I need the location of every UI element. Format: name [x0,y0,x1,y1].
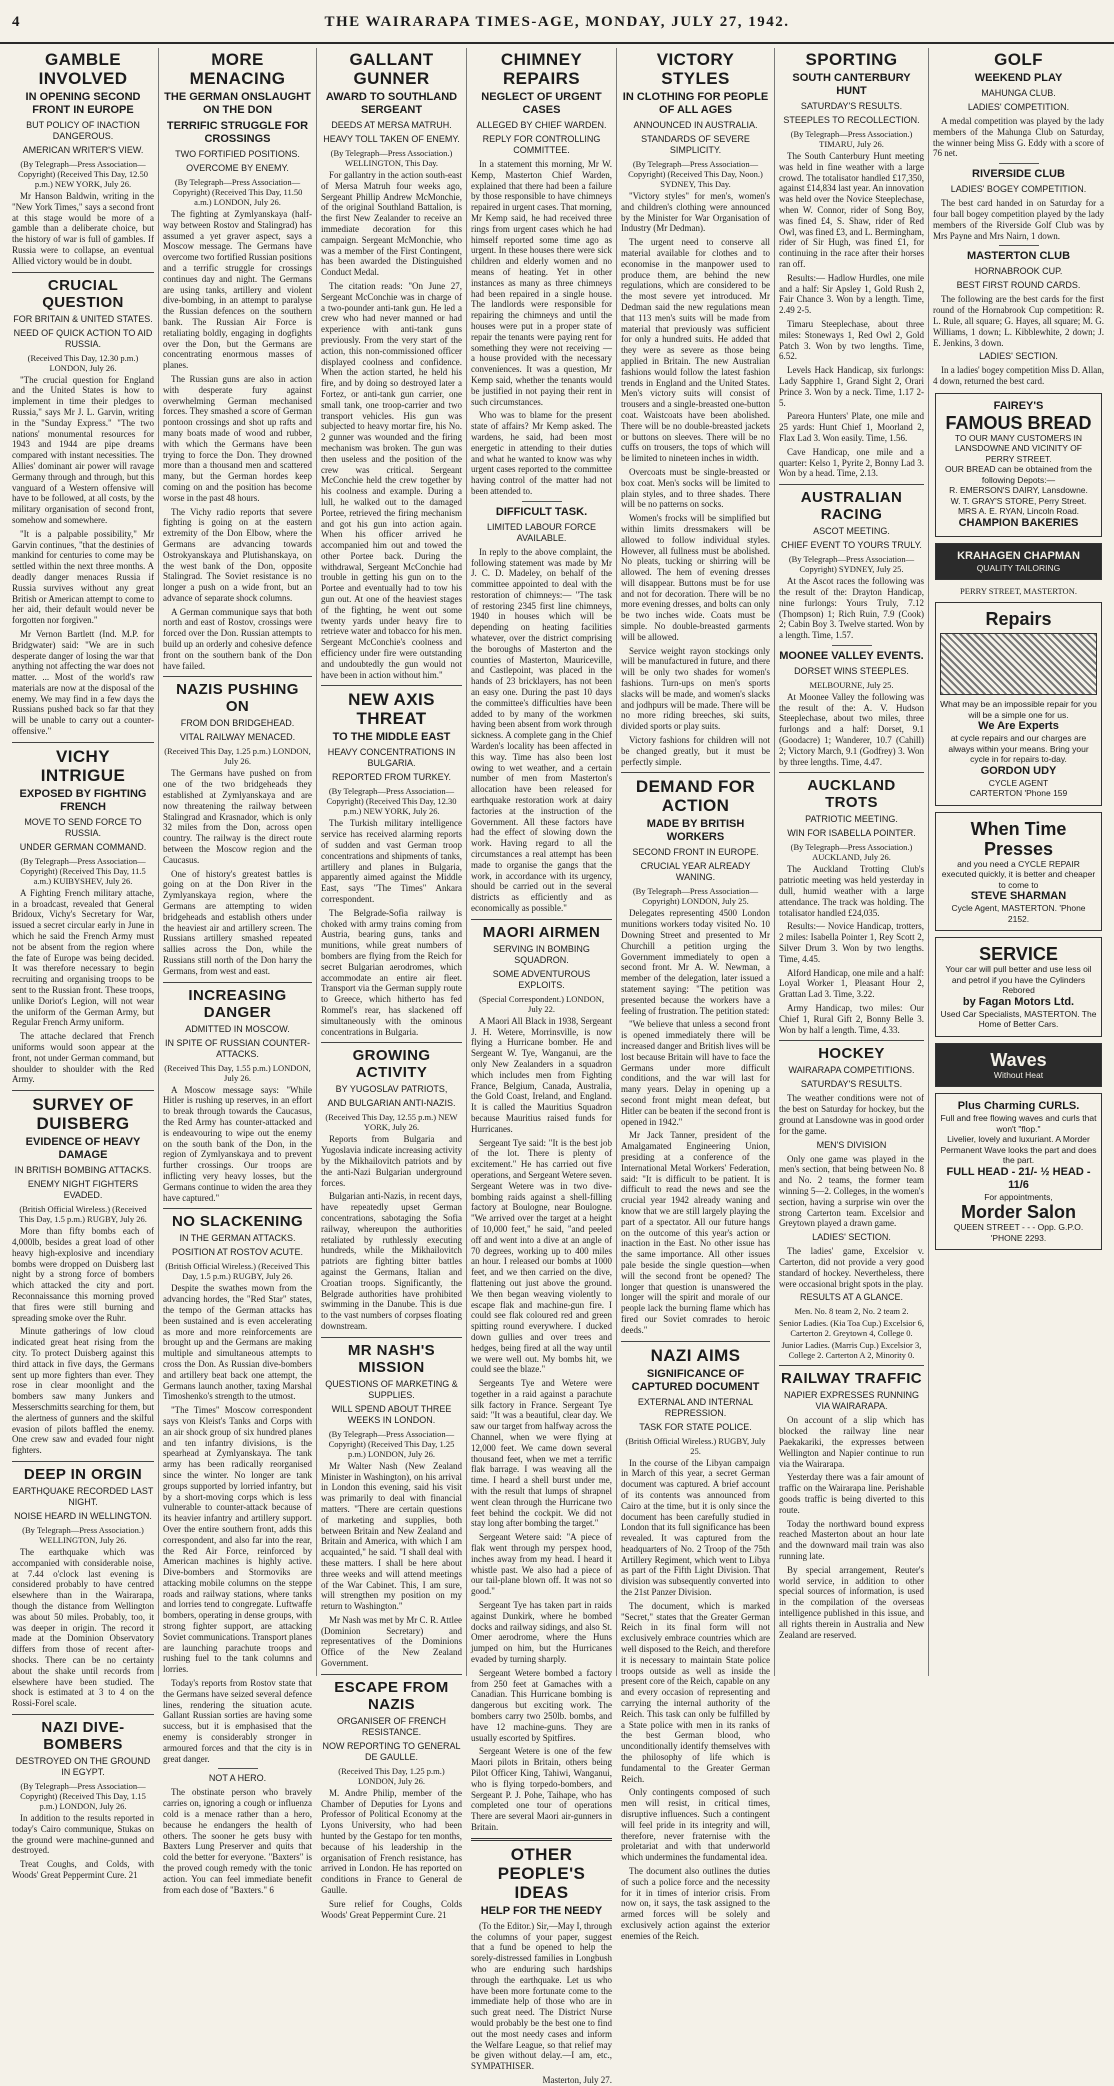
article-body: The Russian guns are also in action with desperate fury against overwhelming German mechanised forces. They smashed a score of German pontoon crossings and shot up rafts and many boats made of wood and rubber, with which the Germans have been trying to force the Don. They drowned more than a thousand men and scattered many, but the German hordes keep coming on and the position has become worse in the past 48 hours. [163,373,312,503]
subhead: RESULTS AT A GLANCE. [799,1292,904,1303]
ad-text: W. T. GRAY'S STORE, Perry Street. [950,495,1087,506]
subhead: IN THE GERMAN ATTACKS. [179,1233,296,1244]
article-body: "The Times" Moscow correspondent says von Kleist's Tanks and Corps with an air shock group of six hundred planes and ten infantry divisions, is the spearhead at Zymlyanskaya. The tank army has been radically reorganised since the winter. No longer are tank groups supported by lorried infantry, but by a short-moving corps which is less vulnerable to counter-attack because of its heavier infantry and artillery support. Over the entire southern front, adds this correspondent, and also far into the rear, the Red Air Force, reinforced by American machines is highly active. Dive-bombers and Stormoviks are attacking mobile columns on the steppe roads and railway stations, where tanks and lorries tend to congregate. Luftwaffe bombers, operating in dense groups, with strong fighter support, are attacking Soviet communications. Transport planes are launching parachute troops and rushing fuel to the tank columns and lorries. [163,1405,312,1675]
dateline: (British Official Wireless.) (Received This Day, 1.5 p.m.) RUGBY, July 26. [19,1204,147,1225]
dateline: (By Telegraph—Press Association—Copyright) (Received This Day, 1.25 p.m.) LONDON, July 26. [328,1428,455,1459]
ad-text: Your car will pull better and use less oil and petrol if you have the Cylinders Rebored [945,964,1092,996]
article-body: "The crucial question for England and the United States is how to implement in time their pledges to Russia," says Mr J. L. Garvin, writing in the "Sunday Express." "The two nations' monumental resources for 1943 and 1944 are pipe dreams compared with instant necessities. The Allies' dominant air power will ravage Germany through and through, but this vanguard of a Western offensive will have to be followed, at all costs, by the military organisation of second front, somehow and somewhere. [12,374,154,525]
headline: OTHER PEOPLE'S IDEAS [497,1844,586,1902]
article-body: In addition to the results reported in today's Cairo communique, Stukas on the ground were machine-gunned and destroyed. [12,1812,154,1856]
divider [218,1768,258,1769]
divider [321,1674,462,1675]
ad-text: at cycle repairs and our charges are always within your means. Bring your cycle in for repairs to-day. [948,733,1089,765]
subhead: BEST FIRST ROUND CARDS. [956,280,1081,291]
subhead: HORNABROOK CUP. [974,266,1063,277]
divider [621,1341,770,1342]
divider [321,685,462,686]
subhead: TASK FOR STATE POLICE. [639,1421,752,1432]
article-body: The obstinate person who bravely carries on, ignoring a cough or influenza cold is a menace rather than a hero, because he endangers the health of others. The sooner he gets busy with Baxters Lung Preserver and quits that cold the better for everyone. "Baxters" is the proved cough remedy with the tonic action. You can feel immediate benefit from each dose of "Baxters." 6 [163,1787,312,1895]
dateline: (By Telegraph—Press Association—Copyright) (Received This Day, 11.5 a.m.) KUIBYSHEV, July 26. [20,855,146,886]
divider [471,919,612,920]
article-body: Mr Jack Tanner, president of the Amalgamated Engineering Union, presiding at a conference of the International Metal Workers' Federation, said: "It is difficult to be patient. It is difficult to read the news and see the crucial year 1942 already waning and know that we are still largely playing the part of a spectator. All our future hangs on the outcome of this year's action or inaction in the East. No other issue has the same importance. All other issues pale beside the single question—when will the second front be opened? The longer that question is unanswered the longer will the spirit and morale of our people lack the burning flame which has fired our Soviet comrades to heroic deeds." [621,1130,770,1335]
article-body: The Auckland Trotting Club's patriotic meeting was held yesterday in dull, humid weather with a large attendance. The track was holding. The totalisator handled £24,035. [779,864,924,918]
subhead: ASCOT MEETING. [813,526,890,537]
headline: ESCAPE FROM NAZIS [334,1678,449,1713]
ad-text: R. EMERSON'S DAIRY, Lansdowne. [949,485,1088,496]
letter-signature: Masterton, July 27. [542,2074,612,2085]
ad-text: CARTERTON 'Phone 159 [969,788,1068,799]
subhead: SATURDAY'S RESULTS. [800,1079,903,1090]
headline: NAZIS PUSHING ON [176,681,299,716]
ad-brand: by Fagan Motors Ltd. [962,995,1075,1008]
ad-address: QUEEN STREET - - - Opp. G.P.O. 'PHONE 2293. [953,1222,1084,1243]
ad-brand: Morder Salon [960,1202,1076,1223]
subhead: MOONEE VALLEY EVENTS. [779,649,924,662]
article-body: More than fifty bombs each of 4,000lb, besides a great load of other heavy high-explosive and incendiary bombs were dropped on Duisberg last night by a strong force of bombers which attacked the city and port. Reconnaissance this morning proved that fires were still burning and spreading smoke over the Ruhr. [12,1226,154,1323]
headline: RAILWAY TRAFFIC [780,1370,922,1388]
subhead: LADIES' SECTION. [979,351,1058,362]
ad-title: Repairs [985,609,1052,630]
dateline: (British Official Wireless.) (Received This Day, 1.5 p.m.) RUGBY, July 26. [165,1261,310,1282]
subhead: PATRIOTIC MEETING. [805,814,898,825]
article-body: Sergeant Wetere bombed a factory from 250 feet at Gamaches with a Canadian. This Hurricane bombing is dangerous but exciting work. The bombers carry two 250lb. bombs, and have 12 machine-guns. They are usually escorted by Spitfires. [471,1667,612,1743]
subhead: TERRIFIC STRUGGLE FOR CROSSINGS [166,120,309,145]
article-body: Sergeant Tye said: "It is the best job of the lot. There is plenty of excitement." He has carried out five operations, and Sergeant Wetere seven. Sergeant Wetere was in two dive-bombing raids against a shell-filling factory at Boulogne, near Boulogne. "We arrived over the target at a height of 10,000 feet," he said, "and peeled off and went into a dive at an angle of 70 degrees, working up to 400 miles an hour. I released our bombs at 1000 feet, and we then carried on the dive, flattening out just above the ground. We then began weaving violently to escape flak and machine-gun fire. I could see flak coloured red and green spitting round everywhere. I ducked down gullies and over trees and hedges, being fired at all the way until we were well out. My bombs hit, we could see the blaze." [471,1137,612,1375]
subhead: SIGNIFICANCE OF CAPTURED DOCUMENT [631,1367,760,1393]
dateline: (By Telegraph—Press Association—Copyright) SYDNEY, July 25. [788,554,915,575]
subhead: MEN'S DIVISION [816,1139,887,1150]
dateline: (By Telegraph—Press Association—Copyright) (Received This Day, 12.50 p.m.) NEW YORK, July 26. [17,159,149,189]
subhead: THE GERMAN ONSLAUGHT ON THE DON [164,91,311,116]
article-body: The Turkish military intelligence service has received alarming reports of sudden and vast German troop concentrations and shipments of tanks, artillery and planes in Bulgaria, apparently aimed against the Middle East, says "The Times" Ankara correspondent. [321,818,462,905]
dateline: (By Telegraph—Press Association—Copyright) LONDON, July 25. [632,886,759,907]
article-body: Women's frocks will be simplified but within limits dressmakers will be allowed to follow individual styles. However, all fullness must be abolished. No pleats, tucking or shirring will be allowed. The hem of evening dresses will disappear. Buttons must be for use and not for decoration. There will be no more evening dresses, and bolts can only be two inches wide. Coats must be simple. No double-breasted garments will be allowed. [621,513,770,642]
divider [321,1042,462,1043]
article-body: Pareora Hunters' Plate, one mile and 25 yards: Hunt Chief 1, Moorland 2, Flax Lad 3. Won easily. Time, 1.56. [779,411,924,443]
subhead: WEEKEND PLAY [974,72,1063,84]
dateline: (Special Correspondent.) LONDON, July 22. [478,993,605,1014]
divider [12,742,154,743]
subhead: ADMITTED IN MOSCOW. [185,1023,290,1034]
article-body: A Moscow message says: "While Hitler is rushing up reserves, in an effort to break through towards the Caucasus, the Red Army has counter-attacked and is endeavouring to wipe out the enemy on the south bank of the Don, in the region of Zymlyanskaya and to prevent further crossings. Our troops are inflicting very heavy losses, but the Germans continue to widen the area they have captured." [163,1084,312,1203]
subhead: IN CLOTHING FOR PEOPLE OF ALL AGES [622,91,769,116]
subhead: EARTHQUAKE RECORDED LAST NIGHT. [12,1485,154,1507]
headline: AUSTRALIAN RACING [800,489,903,524]
column-1 [8,48,158,1880]
article-body: Sergeants Tye and Wetere were together in a raid against a parachute silk factory in France. Sergeant Tye said: "It was a beautiful, clear day. We saw our target from halfway across the Channel, when we were flying at 12,000 feet. We came down several thousand feet, when we met a terrific flak barrage. I was weaving all the time. I heard a shell burst under me, with the result that lumps of shrapnel went clean through the Hurricane two feet behind the cockpit. We did not stay long after bombing the target." [471,1378,612,1529]
headline: DEEP IN ORGIN [23,1465,143,1483]
headline: GALLANT GUNNER [349,50,434,88]
article-body: For gallantry in the action south-east of Mersa Matruh four weeks ago, Sergeant Phillip Andrew McMonchie, of the original Southland Battalion, is the first New Zealander to receive an immediate decoration for this campaign. Sergeant McMonchie, who was a member of the First Contingent, has been awarded the Distinguished Conduct Medal. [321,170,462,278]
headline: MAORI AIRMEN [482,923,601,941]
article-body: "We believe that unless a second front is opened immediately there will be increased danger and British lives will be lost because Britain will have to face the Germans under more difficult conditions, and the war will last for many years. Delay in opening up a second front might mean defeat, but Hitler can be beaten if the second front is opened in 1942." [621,1019,770,1127]
fairey-bread-ad [935,393,1102,537]
article-body: Yesterday there was a fair amount of traffic on the Wairarapa line. Perishable goods traffic is being diverted to this route. [779,1472,924,1515]
subhead: LADIES' BOGEY COMPETITION. [950,184,1087,195]
subhead: IN BRITISH BOMBING ATTACKS. [14,1165,152,1176]
ad-price: FULL HEAD - 21/- ½ HEAD - 11/6 [946,1165,1091,1191]
subhead: ANNOUNCED IN AUSTRALIA. [633,120,758,130]
article-body: A medal competition was played by the lady members of the Mahunga Club on Saturday, the winner being Miss G. Eddy with a score of 76 net. [933,116,1104,159]
subhead: FOR BRITAIN & UNITED STATES. [13,313,153,324]
subhead: NEED OF QUICK ACTION TO AID RUSSIA. [13,327,153,349]
article-body: The Belgrade-Sofia railway is choked with army trains coming from Austria, bearing guns, tanks and munitions, while great numbers of bombers are flying from the Reich for secret Bulgarian aerodromes, which accommodate an entire air fleet. Transport via the German supply route to Greece, which hitherto has fed Rommel's rear, has slackened off simultaneously with the ominous concentrations in Bulgaria. [321,907,462,1037]
subhead: TWO FORTIFIED POSITIONS. [175,149,300,159]
dateline: (Received This Day, 12.30 p.m.) LONDON, July 26. [27,352,139,373]
headline: MORE MENACING [189,50,286,88]
article-body: In a statement this morning, Mr W. Kemp, Masterton Chief Warden, explained that there had been a failure by those responsible to have chimneys repaired in urgent cases. That morning, Mr Kemp said, he had received three rings from urgent cases which he had himself reported some time ago as urgent. In these houses there were sick children and elderly women and no means of heating. Yet in other instances as many as three chimneys had been repaired in a single house. The landlords were responsible for repairing the chimneys and until the houses were put in a proper state of repair the tenants were paying rent for something they were not receiving — a house provided with the necessary conveniences. It was a question, Mr Kemp said, whether the tenants would be justified in not paying their rent in such circumstances. [471,159,612,407]
article-body: Despite the swathes mown from the advancing hordes, the "Red Star" states, the tempo of the German attacks has been sustained and is even accelerating as more and more reinforcements are brought up and the Germans are making multiple and simultaneous attempts to cross the Don. As Russian dive-bombers and artillery beat back one attempt, the Germans launch another, taxing Marshal Timoshenko's strength to the utmost. [163,1283,312,1402]
headline: HOCKEY [818,1045,885,1063]
subhead: DEEDS AT MERSA MATRUH. [331,120,452,130]
divider [12,1090,154,1091]
ad-text: OUR BREAD can be obtained from the following Depots:— [945,464,1092,485]
article-body: Sure relief for Coughs, Colds Woods' Great Peppermint Cure. 21 [321,1898,462,1920]
headline: CRUCIAL QUESTION [42,276,124,311]
cycle-repairs-ad [935,602,1102,806]
ad-text: Used Car Specialists, MASTERTON. The Home of Better Cars. [940,1008,1097,1030]
subhead: DIFFICULT TASK. [495,505,588,518]
ad-text: What may be an impossible repair for you will be a simple one for us. [940,699,1097,720]
result-line: Men. No. 8 team 2, No. 2 team 2. [794,1306,909,1317]
dateline: (Received This Day, 1.25 p.m.) LONDON, July 26. [338,1765,445,1786]
divider [999,245,1039,246]
ad-brand: KRAHAGEN CHAPMAN [957,549,1080,562]
article-body: (To the Editor.) Sir,—May I, through the columns of your paper, suggest that a fund be opened to help the sorely-distressed families in Longbush who are enduring such hardships through the earthquake. Let us who have been more fortunate come to the immediate help of those who are in such great need. The District Nurse would probably be the best one to find out the most needy cases and inform the Welfare League, so that relief may be given without delay.—I am, etc., SYMPATHISER. [471,1920,612,2072]
subhead: RIVERSIDE CLUB [972,168,1065,181]
subhead: EXTERNAL AND INTERNAL REPRESSION. [637,1396,754,1418]
article-body: A Maori All Black in 1938, Sergeant J. H. Wetere, Morrinsville, is now flying a Hurricane bomber. He and Sergeant W. Tye, Wanganui, are the only New Zealanders in a squadron which includes men from Fighting France, Belgium, Canada, Australia, the Gold Coast, Ireland, and England. It is called the Mauritius Squadron because Mauritius raised funds for Hurricanes. [471,1015,612,1134]
subhead: NOW REPORTING TO GENERAL DE GAULLE. [322,1740,461,1762]
motor-service-ad [935,937,1102,1037]
subhead: REPORTED FROM TURKEY. [331,772,452,783]
dateline: (By Telegraph—Press Association—Copyright) (Received This Day, 1.15 p.m.) LONDON, July 26. [20,1780,146,1811]
headline: GOLF [994,50,1043,69]
subhead: LADIES' COMPETITION. [967,102,1070,112]
divider [12,272,154,273]
dateline: (By Telegraph—Press Association—Copyright) (Received This Day, 12.30 p.m.) NEW YORK, July 26. [326,786,457,817]
divider [779,772,924,773]
subhead: SATURDAY'S RESULTS. [800,101,903,111]
ad-text: MRS A. E. RYAN, Lincoln Road. [957,506,1080,517]
ad-brand: FAIREY'S [993,399,1044,412]
article-body: The weather conditions were not of the best on Saturday for hockey, but the ground at Lansdowne was in good order for the game. [779,1093,924,1136]
headline: AUCKLAND TROTS [807,777,896,812]
column-6 [774,48,928,1676]
article-body: Mr Hanson Baldwin, writing in the "New York Times," says a second front at this stage would be more of a gamble than a deliberate choice, but the history of war is full of gambles. If Russia were to collapse, an eventual Allied victory would be in doubt. [12,191,154,266]
headline: NO SLACKENING [171,1213,304,1231]
subhead: UNDER GERMAN COMMAND. [19,841,147,852]
headline: SURVEY OF DUISBERG [32,1095,134,1134]
subhead: IN OPENING SECOND FRONT IN EUROPE [25,91,141,116]
subhead: POSITION AT ROSTOV ACUTE. [171,1247,304,1258]
divider [779,484,924,485]
divider [522,501,562,502]
ad-brand: STEVE SHARMAN [970,890,1067,903]
dateline: (British Official Wireless.) RUGBY, July 25. [625,1435,766,1456]
ad-brand: GORDON UDY [980,764,1057,777]
divider [832,645,872,646]
ad-text: Cycle Agent, MASTERTON. 'Phone 2152. [951,903,1086,924]
headline: NEW AXIS THREAT [348,690,435,729]
divider [163,982,312,983]
subhead: WIN FOR ISABELLA POINTER. [787,828,916,839]
divider [621,772,770,773]
column-3 [316,48,466,1920]
ad-text: QUALITY TAILORING [976,562,1061,573]
article-body: Reports from Bulgaria and Yugoslavia indicate increasing activity by the Mikhailovitch patriots and by the anti-Nazi Bulgarian underground forces. [321,1134,462,1188]
article-body: Minute gatherings of low cloud indicated great heat rising from the city. To protect Duisberg against this third attack in five days, the Germans sent up more fighters than ever. They rose in clear moonlight and the bombers saw many Junkers and Messerschmitts searching for them, but the alertness of gunners and the skilful evasion of pilots baffled the enemy. One crew saw and evaded four night fighters. [12,1326,154,1456]
divider [779,1365,924,1366]
article-body: One of history's greatest battles is going on at the Don River in the Zymlyanskaya region, where the Germans are attempting to widen bridgeheads and establish others under the heaviest air and artillery screen. The Russians artillery smashed repeated sallies across the Don, while the Russians still north of the Don harry the Germans, from west and east. [163,868,312,976]
headline: NAZI AIMS [650,1345,741,1365]
ad-text: CYCLE AGENT [988,777,1049,788]
subhead: AMERICAN WRITER'S VIEW. [22,145,144,155]
subhead: WAIRARAPA COMPETITIONS. [788,1065,915,1076]
article-body: Only one game was played in the men's section, that being between No. 8 and No. 2 teams, the former team winning 5—2. Colleges, in the women's section, having a surprise win over the strong Carterton team. Excelsior and Greytown played a drawn game. [779,1153,924,1229]
subhead: SERVING IN BOMBING SQUADRON. [493,943,590,965]
headline: CHIMNEY REPAIRS [500,50,583,88]
article-body: The Vichy radio reports that severe fighting is going on at the eastern extremity of the Don Elbow, where the Germans are advancing towards Ostrokyanskaya and Plutishanskaya, on the west bank of the Don, opposite Stalingrad. The Soviet resistance is no longer a push on a wide front, but an advance of separate shock columns. [163,506,312,603]
article-body: Results:— Novice Handicap, trotters, 2 miles: Isabella Pointer 1, Rey Scott 2, Silver Drum 3. Won by two lengths. Time, 4.45. [779,921,924,964]
subhead: AND BULGARIAN ANTI-NAZIS. [327,1098,456,1109]
article-body: At the Ascot races the following was the result of the: Drayton Handicap, nine furlongs: Yours Truly, 7.12 (Thompson) 1; Rich Ruin, 7.9 (Cook) 2; Cabin Boy 3. Twelve started. Won by a length. Time, 1.57. [779,576,924,641]
subhead: STANDARDS OF SEVERE SIMPLICITY. [641,134,750,155]
column-2 [158,48,316,1895]
subhead: REPLY FOR CONTROLLING COMMITTEE. [482,134,601,155]
subhead: HEAVY TOLL TAKEN OF ENEMY. [323,134,460,144]
subhead: STEEPLES TO RECOLLECTION. [783,115,920,125]
article-body: The ladies' game, Excelsior v. Carterton, did not provide a very good standard of hockey. Nevertheless, there were occasional bright spots in the play. [779,1246,924,1289]
ad-text: Livelier, lovely and luxuriant. A Morder Permanent Wave looks the part and does the part. [940,1134,1097,1166]
subhead: NOISE HEARD IN WELLINGTON. [14,1510,152,1521]
article-body: Sergeant Tye has taken part in raids against Dunkirk, where he bombed docks and railway sidings, and also St. Omer aerodrome, where the Huns jumped on him, but the Hurricanes evaded by turning sharply. [471,1600,612,1665]
dateline: (By Telegraph—Press Association—Copyright) (Received This Day, 11.50 a.m.) LONDON, July 26. [172,177,303,207]
cycle-agent-ad [935,812,1102,932]
dateline: (Received This Day, 1.55 p.m.) LONDON, July 26. [164,1062,311,1083]
newspaper-title: THE WAIRARAPA TIMES-AGE, MONDAY, JULY 27, 1942. [324,14,790,30]
headline: VICHY INTRIGUE [40,746,126,785]
divider [163,676,312,677]
subhead: VITAL RAILWAY MENACED. [179,732,296,743]
subhead: QUESTIONS OF MARKETING & SUPPLIES. [325,1378,458,1400]
headline: DEMAND FOR ACTION [635,777,756,816]
article-body: A German communique says that both north and east of Rostov, crossings were forced over the Don. Russian attempts to build up an orderly and cohesive defence front on the southern bank of the Don have failed. [163,606,312,671]
article-body: Delegates representing 4500 London munitions workers today visited No. 10 Downing Street and presented to Mr Churchill a petition urging the Government immediately to open a second front. Mr A. W. Newman, a member of the delegation, later issued a statement saying: "The petition was presented because the workers have a feeling of frustration. The petition stated: [621,908,770,1016]
column-5 [616,48,774,1941]
dateline: (By Telegraph—Press Association.) WELLINGTON, July 26. [22,1524,144,1545]
bicycle-illustration-icon [940,633,1097,695]
column-4 [466,48,616,2085]
ad-text: Full and free flowing waves and curls that won't "flop." [940,1113,1097,1134]
dateline: (By Telegraph—Press Association.) TIMARU, July 26. [790,129,913,149]
dateline: MELBOURNE, July 25. [809,679,894,690]
article-body: Mr Nash was met by Mr C. R. Attlee (Dominion Secretary) and representatives of the Dominions Office of the New Zealand Government. [321,1614,462,1669]
article-body: The citation reads: "On June 27, Sergeant McConchie was in charge of a two-pounder anti-tank gun. He led a crew who had never manned or had experience with anti-tank guns previously. From the very start of the action, this non-commissioned officer displayed coolness and confidence. When the action started, he held his fire, and by doing so destroyed later a Fortez, or anti-tank gun carrier, one small tank, one troop-carrier and two transport vehicles. His gun was subjected to heavy mortar fire, his No. 2 gunner was wounded and the firing mechanism was broken. The gun was then useless and the position of the crew was critical. Sergeant McConchie held the crew together by his coolness and example. During a lull, he walked out to the damaged Portee, retrieved the firing mechanism and got his gun into action again. When his officer arrived he accompanied him out and towed the other Portee back. During the withdrawal, Sergeant McConchie had trouble in getting his gun on to the Portee and eventually had to tow his gun out. At one of the heaviest stages of the fighting, he went out some twenty yards under heavy fire to retrieve water and tobacco for his men. Sergeant McConchie's coolness and efficiency under fire were outstanding and undoubtedly the gun would not have been in action without him." [321,280,462,680]
subhead: ENEMY NIGHT FIGHTERS EVADED. [27,1179,139,1201]
article-body: The urgent need to conserve all material available for clothes and to economise in the manpower used to produce them, are behind the new regulations, which are considered to be the most severe yet introduced. Mr Dedman said the new regulations mean that 113 men's suits will be made from material that previously was sufficient for only a hundred suits. He added that they were as severe as those being applied in Britain. The new Australian fashions would follow the latest fashion trends in England and the United States. Men's victory suits will consist of trousers and a single-breasted one-button coat. Waistcoats have been abolished. There will be no double-breasted jackets or buttons on sleeves. There will be no cuffs on trousers, the tops of which will be limited to nineteen inches in width. [621,237,770,464]
article-body: On account of a slip which has blocked the railway line near Paekakariki, the expresses between Wellington and Napier continue to run via the Wairarapa. [779,1415,924,1469]
subhead: WILL SPEND ABOUT THREE WEEKS IN LONDON. [331,1403,452,1425]
subhead: OVERCOME BY ENEMY. [186,163,289,173]
headline: NAZI DIVE-BOMBERS [41,1718,125,1753]
subhead: DESTROYED ON THE GROUND IN EGYPT. [15,1755,151,1777]
subhead: MAHUNGA CLUB. [981,88,1056,98]
subhead: CHIEF EVENT TO YOURS TRULY. [781,540,922,551]
article-body: Sergeant Wetere said: "A piece of flak went through my perspex hood, inches away from my head. I heard it whistle past. We also had a piece of our tail-plane blown off. It was not so good." [471,1532,612,1597]
divider [471,1838,612,1841]
article-body: Treat Coughs, and Colds, with Woods' Great Peppermint Cure. 21 [12,1859,154,1880]
article-body: The attache declared that French uniforms would soon appear at the front, not under German command, but shoulder to shoulder with the Red Army. [12,1031,154,1085]
subhead: EVIDENCE OF HEAVY DAMAGE [25,1136,141,1162]
dateline: (Received This Day, 12.55 p.m.) NEW YORK, July 26. [325,1112,458,1133]
article-body: The best card handed in on Saturday for a four ball bogey competition played by the lady members of the Riverside Golf Club was by Mrs Payne and Mrs Nairn, 1 down. [933,198,1104,241]
divider [163,1208,312,1209]
article-body: Timaru Steeplechase, about three miles: Stoneways 1, Red Owl 2, Gold Patch 3. Won by two lengths. Time, 6.52. [779,318,924,362]
dateline: (By Telegraph—Press Association—Copyright) (Received This Day, Noon.) SYDNEY, This Day. [628,159,763,189]
article-body: Results:— Hadlow Hurdles, one mile and a half: Sir Apsley 1, Gold Rush 2, Fair Chance 3. Won by a length. Time, 2.49 2-5. [779,272,924,316]
subhead: BUT POLICY OF INACTION DANGEROUS. [26,120,140,141]
divider [12,1461,154,1462]
article-body: Army Handicap, two miles: Our Chief 1, Rural Gift 2, Bonny Belle 3. Won by half a length. Time, 4.33. [779,1003,924,1035]
subhead: BY YUGOSLAV PATRIOTS, [335,1084,448,1095]
result-line: Junior Ladies. (Marris Cup.) Excelsior 3, College 2. Carterton A 2, Minority 0. [781,1340,922,1361]
article-body: Who was to blame for the present state of affairs? Mr Kemp asked. The wardens, he said, had been most energetic in attending to their duties and what he wanted to know was why urgent cases reported to the committee having control of the matter had not been attended to. [471,410,612,496]
article-body: "Victory styles" for men's, women's and children's clothing were announced by the Minister for War Organisation of Industry (Mr Dedman). [621,191,770,234]
ad-title: SERVICE [979,944,1058,965]
article-body: Service weight rayon stockings only will be manufactured in future, and there will be only two shades for women's fashions. Turn-ups on men's sports slacks will be made, and women's slacks and jodhpurs will be made. There will be no more riding breeches, ski suits, divided sports or play suits. [621,645,770,732]
article-body: Today the northward bound express reached Masterton about an hour late and the downward mail train was also running late. [779,1518,924,1561]
article-body: The document, which is marked "Secret," states that the Greater German Reich in its final form will not exclusively embrace countries which are well disposed to the Reich, and therefore it is necessary to maintain State police troops outside as well as inside the present core of the Reich, capable on any and every occasion of representing and carrying the internal authority of the Reich. This task can only be fulfilled by a State police with men in its ranks of the best German blood, who unconditionally identify themselves with the philosophy of life which is fundamental to the Greater German Reich. [621,1600,770,1784]
article-body: A Fighting French military attache, in a broadcast, revealed that General Bridoux, Vichy's Secretary for War, issued a secret circular early in June in which he said the French Army must not be absent from the region where the fate of Europe was being decided. It was therefore necessary to begin recruiting and organising troops to be sent to the Russian front. These troops, unlike Doriot's Legion, will not wear the uniform of the German Army, but Regular French Army uniform. [12,887,154,1028]
article-body: Mr Walter Nash (New Zealand Minister in Washington), on his arrival in London this evening, said his visit was primarily to deal with financial matters. "There are certain questions of marketing and supplies, both between Britain and New Zealand and Britain and America, with which I am acquainted," he said. "I shall deal with these matters. I shall be here about three weeks and will attend meetings of the War Cabinet. This, I am sure, will strengthen my position on my return to Washington." [321,1460,462,1612]
article-body: The fighting at Zymlyanskaya (half-way between Rostov and Stalingrad) has assumed a yet graver aspect, says a Moscow message. The Germans have overcome two fortified Russian positions and a terrific struggle for crossings continues day and night. The Germans are using tanks, artillery and violent dive-bombing, in an attempt to paralyse the Russian defences on the southern bank. The Russian Air Force is retaliating boldly, engaging in dogfights over the Don, but the Germans are concentrating enormous masses of planes. [163,209,312,371]
article-body: At Moonee Valley the following was the result of the: A. V. Hudson Steeplechase, about two miles, three furlongs and a half: Dorset, 9.1 (Goodacre) 1; Wanderer, 10.7 (Cahill) 2; Victory March, 9.1 (Godfrey) 3. Won by three lengths. Time, 4.47. [779,691,924,767]
article-body: In the course of the Libyan campaign in March of this year, a secret German document was captured. A brief account of its contents was announced from Cairo at the time, but it is only since the document has been carefully studied in London that its full significance has been revealed. It was captured from the headquarters of No. 2 Troop of the 75th Artillery Regiment, which went to Libya as part of the Fifth Light Division. That division was subsequently converted into the 21st Panzer Division. [621,1457,770,1598]
subhead: AWARD TO SOUTHLAND SERGEANT [325,91,458,116]
divider [779,1040,924,1041]
subhead: NOT A HERO. [208,1773,267,1784]
ad-address: PERRY STREET, MASTERTON. [960,586,1077,597]
headline: INCREASING DANGER [188,986,287,1021]
ad-text: TO OUR MANY CUSTOMERS IN LANSDOWNE AND VICINITY OF PERRY STREET. [954,432,1083,464]
result-line: Senior Ladies. (Kia Toa Cup.) Excelsior 6, Carterton 2. Greytown 4, College 0. [779,1318,924,1339]
subhead: MOVE TO SEND FORCE TO RUSSIA. [24,816,142,838]
article-body: M. Andre Philip, member of the Chamber of Deputies for Lyons and Professor of Political Economy at the Lyons University, who had been hunted by the Gestapo for ten months, because of his leadership in the organisation of French resistance, has arrived in London. He has reported on conditions in France to General de Gaulle. [321,1787,462,1896]
subhead: HEAVY CONCENTRATIONS IN BULGARIA. [327,747,456,769]
article-body: The document also outlines the duties of such a police force and the necessity for it in times of interior crisis. From now on, it says, the task assigned to the armed forces will be solely and exclusively action against the exterior enemies of the Reich. [621,1866,770,1941]
ad-brand: CHAMPION BAKERIES [958,516,1079,529]
subhead: NEGLECT OF URGENT CASES [481,91,602,116]
ad-title: Waves [990,1049,1047,1070]
article-body: "It is a palpable possibility," Mr Garvin continues, "that the destinies of mankind for centuries to come may be settled within the next three months. A deadly danger menaces Russia if Russia survives without any great British or American attempt to come to her aid, their default would never be forgotten nor forgiven." [12,528,154,626]
article-body: The following are the best cards for the first round of the Hornabrook Cup competition: R. L. Rule, all square; G. Hayes, all square; M. G. Williams, 1 down; L. Kibblewhite, 2 down; J. E. Jenkins, 3 down. [933,294,1104,348]
ad-text: and you need a CYCLE REPAIR executed quickly, it is better and cheaper to come to [941,858,1096,890]
headline: SPORTING [805,50,898,69]
subhead: CRUCIAL YEAR ALREADY WANING. [640,861,751,883]
subhead: SECOND FRONT IN EUROPE. [632,847,759,858]
article-body: Overcoats must be single-breasted or box coat. Men's socks will be limited to plain styles, and to three shades. There will be no patterns on socks. [621,466,770,510]
article-body: In a ladies' bogey competition Miss D. Allan, 4 down, returned the best card. [933,365,1104,387]
article-body: The earthquake which was accompanied with considerable noise, at 7.44 o'clock last evening is considered probably to have centred elsewhere than in the Wairarapa, though the distance from Wellington was about 50 miles. Probably, too, it was deeper in origin. The record it made at the Dominion Observatory differs from those of recent after-shocks. There can be no certainty about the shake until records from elsewhere have been studied. The shock is estimated at 3 to 4 on the Rossi-Forel scale. [12,1546,154,1709]
article-body: The South Canterbury Hunt meeting was held in fine weather with a large crowd. The totalisator handled £17,350, against £14,834 last year. An innovation was held over the Novice Steeplechase, when W. Connor, rider of Song Boy, was fined £4, S. Shaw, rider of Red Owl, was fined £3, and L. Bermingham, rider of Sir Hugh, was fined £1, for continuing in the race after their horses ran off. [779,151,924,269]
article-body: Victory fashions for children will not be changed greatly, but it must be perfectly simple. [621,735,770,767]
page-number: 4 [12,14,20,30]
subhead: LADIES' SECTION. [812,1232,891,1243]
subhead: HELP FOR THE NEEDY [480,1904,603,1917]
hair-salon-ad-body [935,1093,1102,1250]
tailoring-ad [935,543,1102,581]
subhead: TO THE MIDDLE EAST [332,731,451,744]
article-body: Levels Hack Handicap, six furlongs: Lady Sapphire 1, Grand Sight 2, Orari Prince 3. Won by a neck. Time, 1.17 2-5. [779,365,924,408]
divider [321,1337,462,1338]
article-body: Alford Handicap, one mile and a half: Loyal Worker 1, Pleasant Hour 2, Grattan Lad 3. Time, 3.22. [779,967,924,1000]
article-body: Mr Vernon Bartlett (Ind. M.P. for Bridgwater) said: "We are in such desperate danger of losing the war that anything not affecting the war does not matter. ... Most of the world's raw materials are now at the disposal of the enemy. We may find in a few days the Russians pushed back so far that they will be unable to carry out a counter-offensive." [12,628,154,737]
headline: MR NASH'S MISSION [347,1341,436,1376]
divider [12,1714,154,1715]
dateline: (By Telegraph—Press Association.) WELLINGTON, This Day. [330,148,453,168]
subhead: ALLEGED BY CHIEF WARDEN. [476,120,607,130]
headline: GROWING ACTIVITY [352,1047,431,1082]
masthead [0,0,1114,44]
article-body: The Germans have pushed on from one of the two bridgeheads they established at Zymlyanskaya and are now threatening the railway between Stalingrad and Krasnador, which is only 32 miles from the Don, across open country. The railway is the direct route between the Moscow region and the Caucasus. [163,768,312,865]
ad-text: We Are Experts [978,720,1059,733]
ad-title: FAMOUS BREAD [945,412,1092,433]
column-7 [928,48,1108,1676]
ad-text: For appointments, [984,1191,1053,1202]
headline: VICTORY STYLES [656,50,735,88]
ad-text: Without Heat [993,1069,1044,1080]
article-body: Sergeant Wetere is one of the few Maori pilots in Britain, others being Pilot Officer King, Tahiwi, Wanganui, who is flying torpedo-bombers, and Sergeant P. J. Pohe, Taihape, who has completed one tour of operations There are several Maori air-gunners in Britain. [471,1746,612,1832]
subhead: ORGANISER OF FRENCH RESISTANCE. [336,1715,446,1737]
article-body: Bulgarian anti-Nazis, in recent days, have repeatedly upset German concentrations, sabotaging the Sofia railway, whereupon the authorities retaliated by ruthlessly executing hundreds, while the Mikhailovitch patriots are fighting bitter battles against the Germans, Italian and Croatian troops. Significantly, the Belgrade authorities have prohibited swimming in the Danube. This is due to the vast numbers of corpses floating downstream. [321,1191,462,1331]
divider [999,163,1039,164]
subhead: SOME ADVENTUROUS EXPLOITS. [492,968,591,990]
subhead: DORSET WINS STEEPLES. [794,665,909,676]
subhead: NAPIER EXPRESSES RUNNING VIA WAIRARAPA. [783,1390,920,1412]
subhead: FROM DON BRIDGEHEAD. [180,718,295,729]
subhead: EXPOSED BY FIGHTING FRENCH [19,787,147,813]
article-body: Today's reports from Rostov state that the Germans have seized several defence lines, rendering the situation acute. Gallant Russian sorties are having some success, but it is emphasised that the enemy is considerably stronger in armoured forces and that the city is in great danger. [163,1678,312,1764]
headline: GAMBLE INVOLVED [38,50,128,88]
ad-text: Plus Charming CURLS. [957,1100,1080,1113]
subhead: IN SPITE OF RUSSIAN COUNTER-ATTACKS. [164,1037,310,1059]
dateline: (By Telegraph—Press Association.) AUCKLAND, July 26. [790,842,913,863]
dateline: (Received This Day, 1.25 p.m.) LONDON, July 26. [164,746,311,767]
columns [8,48,1108,2085]
hair-salon-ad [935,1043,1102,1088]
article-body: By special arrangement, Reuter's world service, in addition to other special sources of information, is used in the compilation of the overseas intelligence published in this issue, and all rights therein in Australia and New Zealand are reserved. [779,1564,924,1640]
subhead: LIMITED LABOUR FORCE AVAILABLE. [486,521,596,543]
subhead: MADE BY BRITISH WORKERS [646,818,745,844]
subhead: MASTERTON CLUB [966,250,1071,263]
ad-title: When Time Presses [970,818,1067,859]
article-body: Only contingents composed of such men will resist, in critical times, disruptive influences. Such a contingent will feel pride in its integrity and will, therefore, never fraternise with the proletariat and with that underworld which undermines the fundamental idea. [621,1787,770,1863]
subhead: SOUTH CANTERBURY HUNT [792,72,911,97]
article-body: Cave Handicap, one mile and a quarter: Kelso 1, Pyrite 2, Bonny Lad 3. Won by a head. Time, 2.13. [779,446,924,479]
article-body: In reply to the above complaint, the following statement was made by Mr J. C. D. Madeley, on behalf of the committee appointed to deal with the restoration of chimneys:— "The task of restoring 2345 first line chimneys, 1940 in houses which will be depending on heating facilities whatever, over the district comprising the boroughs of Masterton and the counties of Masterton, Mauriceville, and Castlepoint, was placed in the hands of 23 bricklayers, has not been an easy one. During the past 10 days the committee's difficulties have been added to by many of the workmen having been absent from work through sickness. A complete gang in the Chief Warden's locality has been affected in this way. Time has also been lost owing to wet weather, and a certain number of men from Masterton's allocation have been released for earthquake restoration work at dairy factories at the instruction of the Government. All these factors have had the effect of slowing down the work. Having regard to all the circumstances a real attempt has been made to organise the gangs that the work, in accordance with its urgency, should be carried out in the several districts as efficiently and as economically as possible." [471,546,612,913]
